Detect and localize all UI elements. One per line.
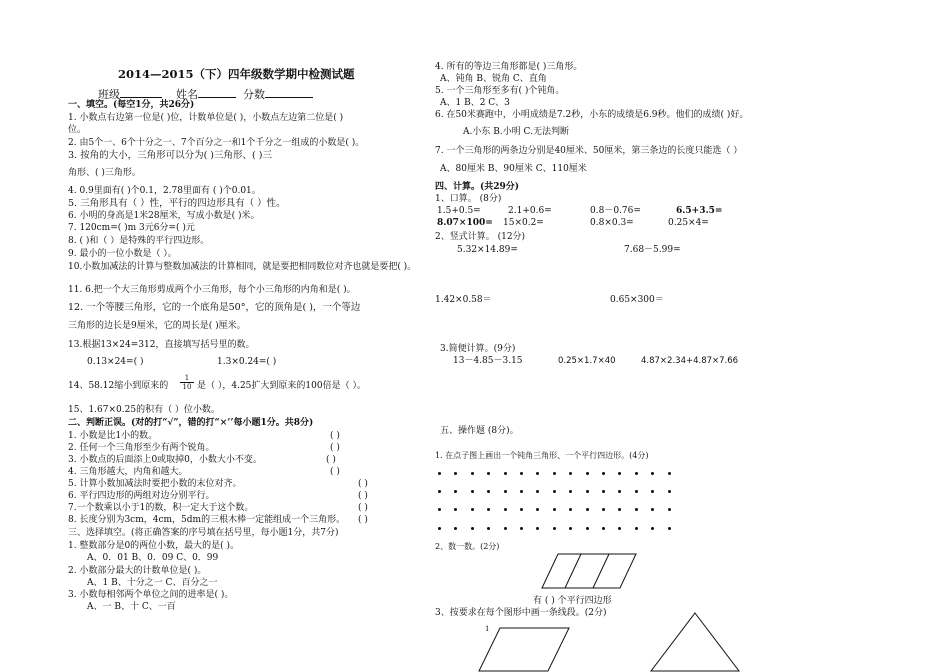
question-5: 5. 三角形具有（ ）性，平行的四边形具有（ ）性。 <box>68 198 286 209</box>
question-13b: 1.3×0.24=( ) <box>217 357 277 367</box>
vertical-calc-item: 5.32×14.89= <box>457 245 518 255</box>
grid-dot[interactable] <box>635 490 638 493</box>
dot-row <box>438 508 678 512</box>
oral-calc-item: 0.8×0.3= <box>590 218 634 228</box>
simplify-calc-title: 3.简便计算。(9分) <box>440 344 516 354</box>
judge-mark[interactable]: ( ) <box>330 431 340 441</box>
operation-2: 2、数一数。(2分) <box>435 542 500 551</box>
grid-dot[interactable] <box>569 527 572 530</box>
judge-item: 4. 三角形越大，内角和越大。 <box>68 467 188 477</box>
choice-4: 4. 所有的等边三角形都是( )三角形。 <box>435 62 583 72</box>
grid-dot[interactable] <box>536 472 539 475</box>
grid-dot[interactable] <box>504 527 507 530</box>
oral-calc-item: 15×0.2= <box>503 218 544 228</box>
choice-4-options: A、钝角 B、锐角 C、直角 <box>440 74 547 84</box>
choice-1: 1. 整数部分是0的两位小数，最大的是( )。 <box>68 541 240 551</box>
grid-dot[interactable] <box>635 472 638 475</box>
dot-row <box>438 490 678 494</box>
grid-dot[interactable] <box>586 490 589 493</box>
choice-3-options: A、一 B、十 C、一百 <box>87 602 176 612</box>
vertical-calc-item: 0.65×300＝ <box>610 295 664 305</box>
judge-mark[interactable]: ( ) <box>358 515 368 525</box>
parallelogram-divider <box>593 554 609 588</box>
section-5-heading: 五、操作题 (8分)。 <box>440 426 519 436</box>
parallelogram-shape <box>478 627 570 672</box>
grid-dot[interactable] <box>504 490 507 493</box>
grid-dot[interactable] <box>569 472 572 475</box>
grid-dot[interactable] <box>651 508 654 511</box>
choice-7-options: A、80厘米 B、90厘米 C、110厘米 <box>440 164 587 174</box>
vertical-calc-title: 2、竖式计算。 (12分) <box>435 232 526 242</box>
question-4: 4. 0.9里面有( )个0.1，2.78里面有 ( )个0.01。 <box>68 186 261 196</box>
question-3-cont: 角形、( )三角形。 <box>68 168 141 178</box>
grid-dot[interactable] <box>438 472 441 475</box>
grid-dot[interactable] <box>471 508 474 511</box>
simplify-calc-item: 13－4.85－3.15 <box>453 356 523 366</box>
vertical-calc-item: 7.68－5.99= <box>624 245 681 255</box>
grid-dot[interactable] <box>651 472 654 475</box>
grid-dot[interactable] <box>536 527 539 530</box>
grid-dot[interactable] <box>520 508 523 511</box>
question-10: 10.小数加减法的计算与整数加减法的计算相同，就是要把相同数位对齐也就是要把( )。 <box>68 262 417 272</box>
grid-dot[interactable] <box>586 472 589 475</box>
grid-dot[interactable] <box>487 508 490 511</box>
judge-mark[interactable]: ( ) <box>358 503 368 513</box>
grid-dot[interactable] <box>504 472 507 475</box>
operation-3: 3、按要求在每个图形中画一条线段。(2分) <box>435 608 607 618</box>
grid-dot[interactable] <box>553 472 556 475</box>
parallelogram-divider <box>565 554 581 588</box>
grid-dot[interactable] <box>586 508 589 511</box>
grid-dot[interactable] <box>618 490 621 493</box>
score-blank[interactable] <box>265 88 313 98</box>
grid-dot[interactable] <box>668 527 671 530</box>
grid-dot[interactable] <box>553 508 556 511</box>
grid-dot[interactable] <box>454 490 457 493</box>
grid-dot[interactable] <box>635 527 638 530</box>
name-blank[interactable] <box>198 88 236 98</box>
grid-dot[interactable] <box>586 527 589 530</box>
grid-dot[interactable] <box>487 472 490 475</box>
question-14-cont: 是（ ），4.25扩大到原来的100倍是（ ）。 <box>197 381 366 391</box>
fraction-denominator: 10 <box>182 383 192 391</box>
grid-dot[interactable] <box>602 527 605 530</box>
grid-dot[interactable] <box>438 508 441 511</box>
section-3-heading: 三、选择填空。(将正确答案的序号填在括号里，每小题1分，共7分) <box>68 528 339 538</box>
choice-3: 3. 小数每相邻两个单位之间的进率是( )。 <box>68 590 234 600</box>
choice-7: 7. 一个三角形的两条边分别是40厘米、50厘米，第三条边的长度只能选（ ） <box>435 146 743 156</box>
question-2: 2. 由5个一、6个十分之一、7个百分之一和1个千分之一组成的小数是( )。 <box>68 138 365 148</box>
question-3: 3. 按角的大小，三角形可以分为( )三角形、( )三 <box>68 150 272 161</box>
triangle-shape <box>650 612 740 672</box>
grid-dot[interactable] <box>618 472 621 475</box>
simplify-calc-item: 4.87×2.34+4.87×7.66 <box>641 356 739 366</box>
triangle-shape-outline <box>651 613 739 671</box>
grid-dot[interactable] <box>454 508 457 511</box>
grid-dot[interactable] <box>668 490 671 493</box>
choice-6: 6. 在50米赛跑中，小明成绩是7.2秒，小东的成绩是6.9秒。他们的成绩( )好。 <box>435 110 749 120</box>
question-13: 13.根据13×24=312，直接填写括号里的数。 <box>68 340 255 350</box>
parallelogram-outline <box>542 554 636 588</box>
oral-calc-title: 1、口算。 (8分) <box>435 194 502 204</box>
parallelogram-figure <box>540 552 640 590</box>
question-9: 9. 最小的一位小数是（ ）。 <box>68 249 177 259</box>
grid-dot[interactable] <box>520 490 523 493</box>
question-12: 12. 一个等腰三角形，它的一个底角是50°，它的顶角是( )，一个等边 <box>68 302 361 313</box>
score-label: 分数 <box>243 88 265 101</box>
grid-dot[interactable] <box>520 472 523 475</box>
judge-item: 8. 长度分别为3cm，4cm，5dm的三根木棒一定能组成一个三角形。 <box>68 515 346 525</box>
question-1-cont: 位。 <box>68 125 87 135</box>
question-1: 1. 小数点右边第一位是( )位，计数单位是( )，小数点左边第二位是( ) <box>68 113 344 123</box>
grid-dot[interactable] <box>438 527 441 530</box>
judge-mark[interactable]: ( ) <box>330 443 340 453</box>
question-13a: 0.13×24=( ) <box>87 357 144 367</box>
grid-dot[interactable] <box>602 472 605 475</box>
operation-1: 1. 在点子图上画出一个钝角三角形、一个平行四边形。(4分) <box>435 451 649 460</box>
class-blank[interactable] <box>120 88 162 98</box>
grid-dot[interactable] <box>520 527 523 530</box>
judge-mark[interactable]: ( ) <box>330 467 340 477</box>
grid-dot[interactable] <box>536 508 539 511</box>
judge-mark[interactable]: ( ) <box>326 455 336 465</box>
grid-dot[interactable] <box>668 508 671 511</box>
grid-dot[interactable] <box>454 472 457 475</box>
choice-5: 5. 一个三角形至多有( )个钝角。 <box>435 86 565 96</box>
question-12-cont: 三角形的边长是9厘米，它的周长是( )厘米。 <box>68 321 246 331</box>
grid-dot[interactable] <box>487 490 490 493</box>
name-label: 姓名 <box>176 88 198 101</box>
figure-label: 1 <box>485 625 490 633</box>
fraction-one-tenth <box>180 374 194 391</box>
grid-dot[interactable] <box>553 527 556 530</box>
section-2-heading: 二、判断正误。(对的打“√”，错的打“×’’每小题1分。共8分) <box>68 418 314 428</box>
oral-calc-item: 8.07×100= <box>437 218 493 228</box>
judge-item: 6. 平行四边形的两组对边分别平行。 <box>68 491 215 501</box>
section-1-heading: 一、填空。(每空1分，共26分) <box>68 100 195 110</box>
grid-dot[interactable] <box>651 490 654 493</box>
oral-calc-item: 6.5+3.5= <box>676 206 723 216</box>
grid-dot[interactable] <box>602 490 605 493</box>
operation-2-caption: 有 ( ) 个平行四边形 <box>533 596 612 606</box>
dot-row <box>438 472 678 476</box>
grid-dot[interactable] <box>504 508 507 511</box>
judge-item: 5. 计算小数加减法时要把小数的末位对齐。 <box>68 479 242 489</box>
parallelogram-shape-outline <box>479 628 569 671</box>
grid-dot[interactable] <box>569 490 572 493</box>
vertical-calc-item: 1.42×0.58＝ <box>435 295 492 305</box>
class-label: 班级 <box>98 88 120 101</box>
grid-dot[interactable] <box>668 472 671 475</box>
oral-calc-item: 1.5+0.5= <box>437 206 481 216</box>
judge-mark[interactable]: ( ) <box>358 479 368 489</box>
grid-dot[interactable] <box>635 508 638 511</box>
question-7: 7. 120cm=( )m 3元6分=( )元 <box>68 223 195 233</box>
grid-dot[interactable] <box>618 527 621 530</box>
judge-item: 7.一个数乘以小于1的数，积一定大于这个数。 <box>68 503 254 513</box>
question-14: 14、58.12缩小到原来的 <box>68 381 169 391</box>
student-info <box>98 88 313 100</box>
grid-dot[interactable] <box>602 508 605 511</box>
simplify-calc-item: 0.25×1.7×40 <box>558 356 616 366</box>
oral-calc-item: 2.1+0.6= <box>508 206 552 216</box>
grid-dot[interactable] <box>569 508 572 511</box>
dot-row <box>438 527 678 531</box>
question-15: 15、1.67×0.25的积有（ ）位小数。 <box>68 405 220 415</box>
question-11: 11. 6.把一个大三角形剪成两个小三角形，每个小三角形的内角和是( )。 <box>68 285 356 295</box>
grid-dot[interactable] <box>536 490 539 493</box>
grid-dot[interactable] <box>438 490 441 493</box>
question-6: 6. 小明的身高是1米28厘米，写成小数是( )米。 <box>68 211 260 221</box>
oral-calc-item: 0.8－0.76= <box>590 206 641 216</box>
grid-dot[interactable] <box>454 527 457 530</box>
choice-1-options: A、0．01 B、0．09 C、0．99 <box>87 553 219 563</box>
judge-item: 1. 小数是比1小的数。 <box>68 431 158 441</box>
grid-dot[interactable] <box>651 527 654 530</box>
judge-item: 3. 小数点的后面添上0或取掉0，小数大小不变。 <box>68 455 262 465</box>
section-4-heading: 四、计算。(共29分) <box>435 182 520 192</box>
choice-6-options: A.小东 B.小明 C.无法判断 <box>463 127 569 137</box>
page-title: 2014—2015（下）四年级数学期中检测试题 <box>118 67 355 81</box>
choice-5-options: A、1 B、2 C、3 <box>440 98 510 108</box>
grid-dot[interactable] <box>618 508 621 511</box>
choice-2: 2. 小数部分最大的计数单位是( )。 <box>68 566 207 576</box>
grid-dot[interactable] <box>553 490 556 493</box>
judge-item: 2. 任何一个三角形至少有两个锐角。 <box>68 443 215 453</box>
grid-dot[interactable] <box>471 527 474 530</box>
oral-calc-item: 0.25×4= <box>668 218 709 228</box>
grid-dot[interactable] <box>487 527 490 530</box>
judge-mark[interactable]: ( ) <box>358 491 368 501</box>
grid-dot[interactable] <box>471 490 474 493</box>
question-8: 8. ( )和（ ）是特殊的平行四边形。 <box>68 236 210 246</box>
grid-dot[interactable] <box>471 472 474 475</box>
fraction-numerator: 1 <box>184 374 190 382</box>
choice-2-options: A、1 B、十分之一 C、百分之一 <box>87 578 218 588</box>
